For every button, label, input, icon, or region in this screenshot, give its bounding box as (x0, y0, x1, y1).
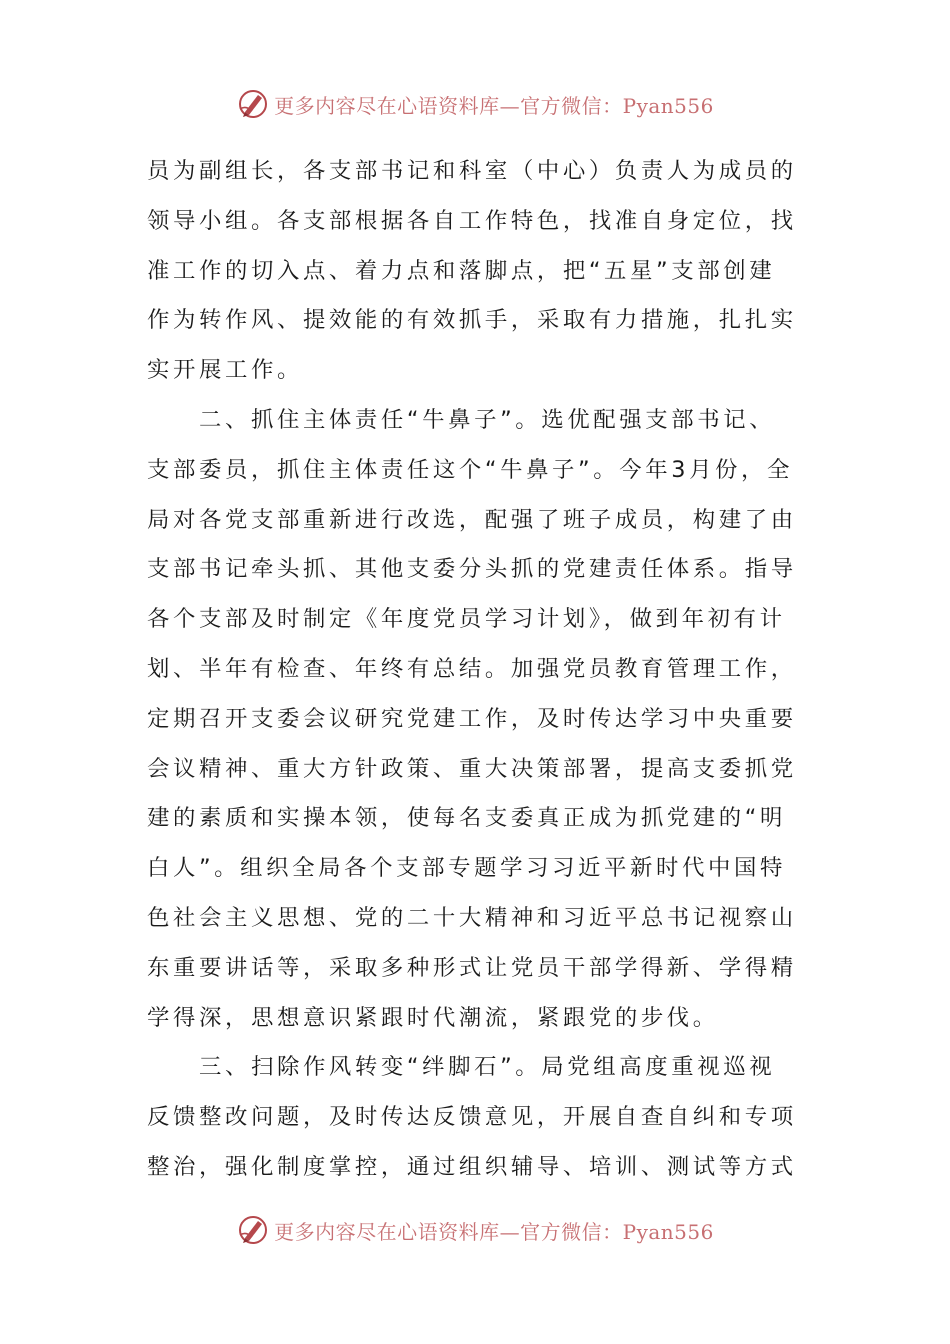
footer-banner (0, 1210, 950, 1250)
body-line: 整治，强化制度掌控，通过组织辅导、培训、测试等方式 (147, 1153, 797, 1180)
body-line: 反馈整改问题，及时传达反馈意见，开展自查自纠和专项 (147, 1104, 797, 1131)
body-text (147, 147, 807, 1193)
pen-nib-circle-icon (236, 1213, 270, 1247)
header-banner-content (236, 87, 714, 121)
body-line: 各个支部及时制定《年度党员学习计划》，做到年初有计 (147, 606, 786, 633)
body-line: 定期召开支委会议研究党建工作，及时传达学习中央重要 (147, 705, 797, 732)
body-line: 东重要讲话等，采取多种形式让党员干部学得新、学得精 (147, 954, 797, 981)
body-line: 三、扫除作风转变“绊脚石”。局党组高度重视巡视 (147, 1054, 776, 1081)
footer-banner-text: 更多内容尽在心语资料库—官方微信：Pyan556 (274, 1219, 714, 1244)
body-line: 领导小组。各支部根据各自工作特色，找准自身定位，找 (147, 207, 797, 234)
pen-nib-circle-icon (236, 87, 270, 121)
body-line: 白人”。组织全局各个支部专题学习习近平新时代中国特 (147, 855, 786, 882)
body-line: 会议精神、重大方针政策、重大决策部署，提高支委抓党 (147, 755, 797, 782)
footer-banner-content (236, 1213, 714, 1247)
body-line: 支部委员，抓住主体责任这个“牛鼻子”。今年3月份，全 (147, 456, 794, 483)
body-line: 支部书记牵头抓、其他支委分头抓的党建责任体系。指导 (147, 556, 797, 583)
body-line: 学得深，思想意识紧跟时代潮流，紧跟党的步伐。 (147, 1004, 719, 1031)
body-line: 作为转作风、提效能的有效抓手，采取有力措施，扎扎实 (147, 307, 797, 334)
body-line: 二、抓住主体责任“牛鼻子”。选优配强支部书记、 (147, 406, 776, 433)
header-banner (0, 84, 950, 124)
body-line: 员为副组长，各支部书记和科室（中心）负责人为成员的 (147, 158, 797, 184)
body-line: 色社会主义思想、党的二十大精神和习近平总书记视察山 (147, 904, 797, 931)
body-line: 建的素质和实操本领，使每名支委真正成为抓党建的“明 (147, 805, 786, 832)
body-line: 准工作的切入点、着力点和落脚点，把“五星”支部创建 (147, 257, 776, 284)
body-line: 局对各党支部重新进行改选，配强了班子成员，构建了由 (147, 506, 797, 533)
header-banner-text: 更多内容尽在心语资料库—官方微信：Pyan556 (274, 93, 714, 118)
body-line: 实开展工作。 (147, 357, 303, 384)
body-line: 划、半年有检查、年终有总结。加强党员教育管理工作， (147, 655, 797, 682)
